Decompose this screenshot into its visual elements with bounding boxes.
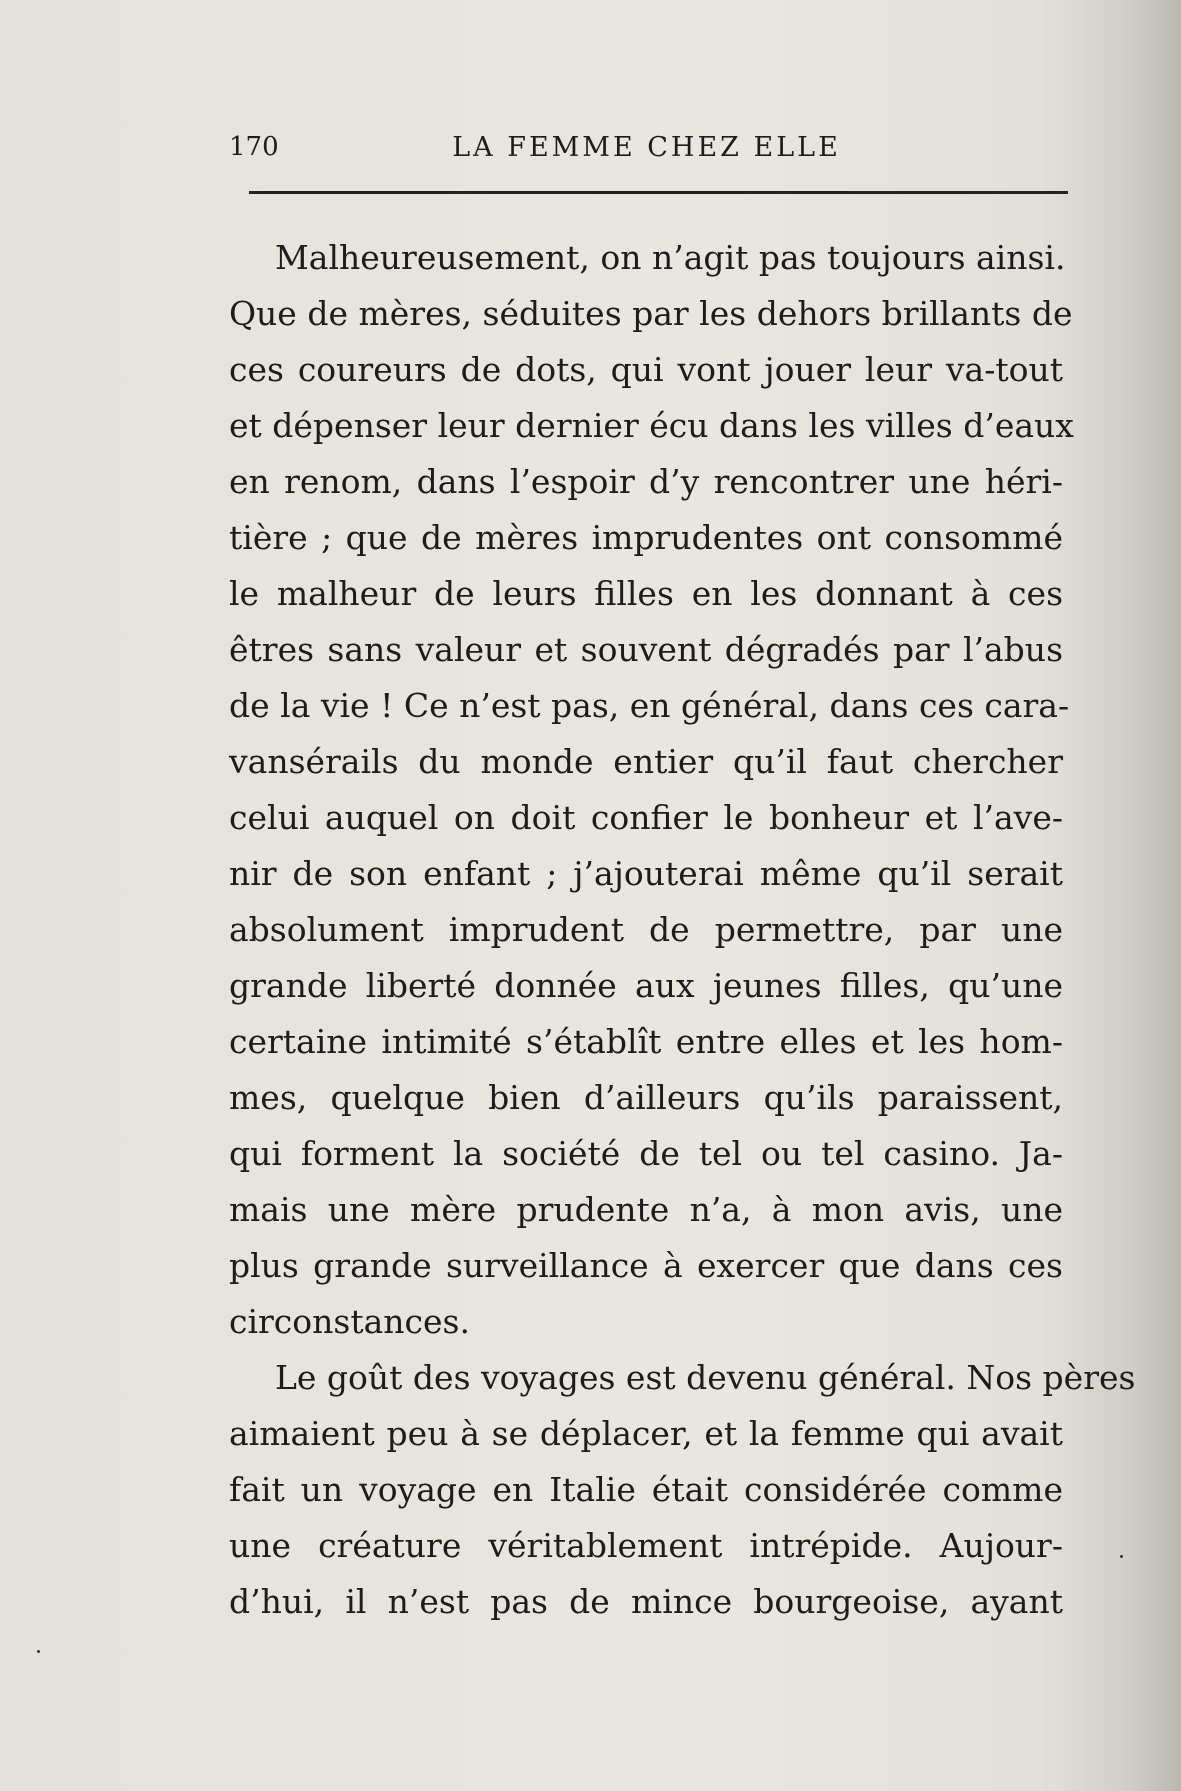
text-line: certaine intimité s’établît entre elles et les hom- (229, 1022, 1063, 1061)
text-line: une créature véritablement intrépide. Aujour- (229, 1526, 1063, 1565)
text-line: ces coureurs de dots, qui vont jouer leur va-tout (229, 350, 1063, 389)
text-line: absolument imprudent de permettre, par une (229, 910, 1063, 949)
text-line: Que de mères, séduites par les dehors brillants de (229, 294, 1073, 333)
running-title: LA FEMME CHEZ ELLE (452, 132, 841, 163)
text-line: qui forment la société de tel ou tel casino. Ja- (229, 1134, 1063, 1173)
paper-speck (37, 1650, 40, 1653)
text-line: tière ; que de mères imprudentes ont consommé (229, 518, 1063, 557)
header-rule (249, 191, 1068, 194)
text-line: mes, quelque bien d’ailleurs qu’ils paraissent, (229, 1078, 1063, 1117)
text-line: Malheureusement, on n’agit pas toujours ainsi. (275, 238, 1066, 277)
text-line: le malheur de leurs filles en les donnant à ces (229, 574, 1063, 613)
text-line: fait un voyage en Italie était considérée comme (229, 1470, 1063, 1509)
body-text (229, 230, 1136, 1630)
text-line: en renom, dans l’espoir d’y rencontrer une héri- (229, 462, 1063, 501)
text-line: êtres sans valeur et souvent dégradés par l’abus (229, 630, 1063, 669)
paper-speck (1120, 1555, 1123, 1558)
text-line: aimaient peu à se déplacer, et la femme qui avait (229, 1414, 1063, 1453)
running-header (229, 132, 1064, 172)
text-line: d’hui, il n’est pas de mince bourgeoise, ayant (229, 1582, 1063, 1621)
text-line: mais une mère prudente n’a, à mon avis, une (229, 1190, 1063, 1229)
text-line: celui auquel on doit confier le bonheur et l’ave- (229, 798, 1063, 837)
text-line: de la vie ! Ce n’est pas, en général, dans ces cara- (229, 686, 1070, 725)
text-line: grande liberté donnée aux jeunes filles, qu’une (229, 966, 1063, 1005)
page-number: 170 (229, 132, 279, 162)
text-line: circonstances. (229, 1302, 470, 1341)
text-line: nir de son enfant ; j’ajouterai même qu’il serait (229, 854, 1063, 893)
text-line: plus grande surveillance à exercer que dans ces (229, 1246, 1063, 1285)
text-line: vansérails du monde entier qu’il faut chercher (229, 742, 1063, 781)
text-line: et dépenser leur dernier écu dans les villes d’eaux (229, 406, 1074, 445)
text-line: Le goût des voyages est devenu général. Nos pères (275, 1358, 1136, 1397)
